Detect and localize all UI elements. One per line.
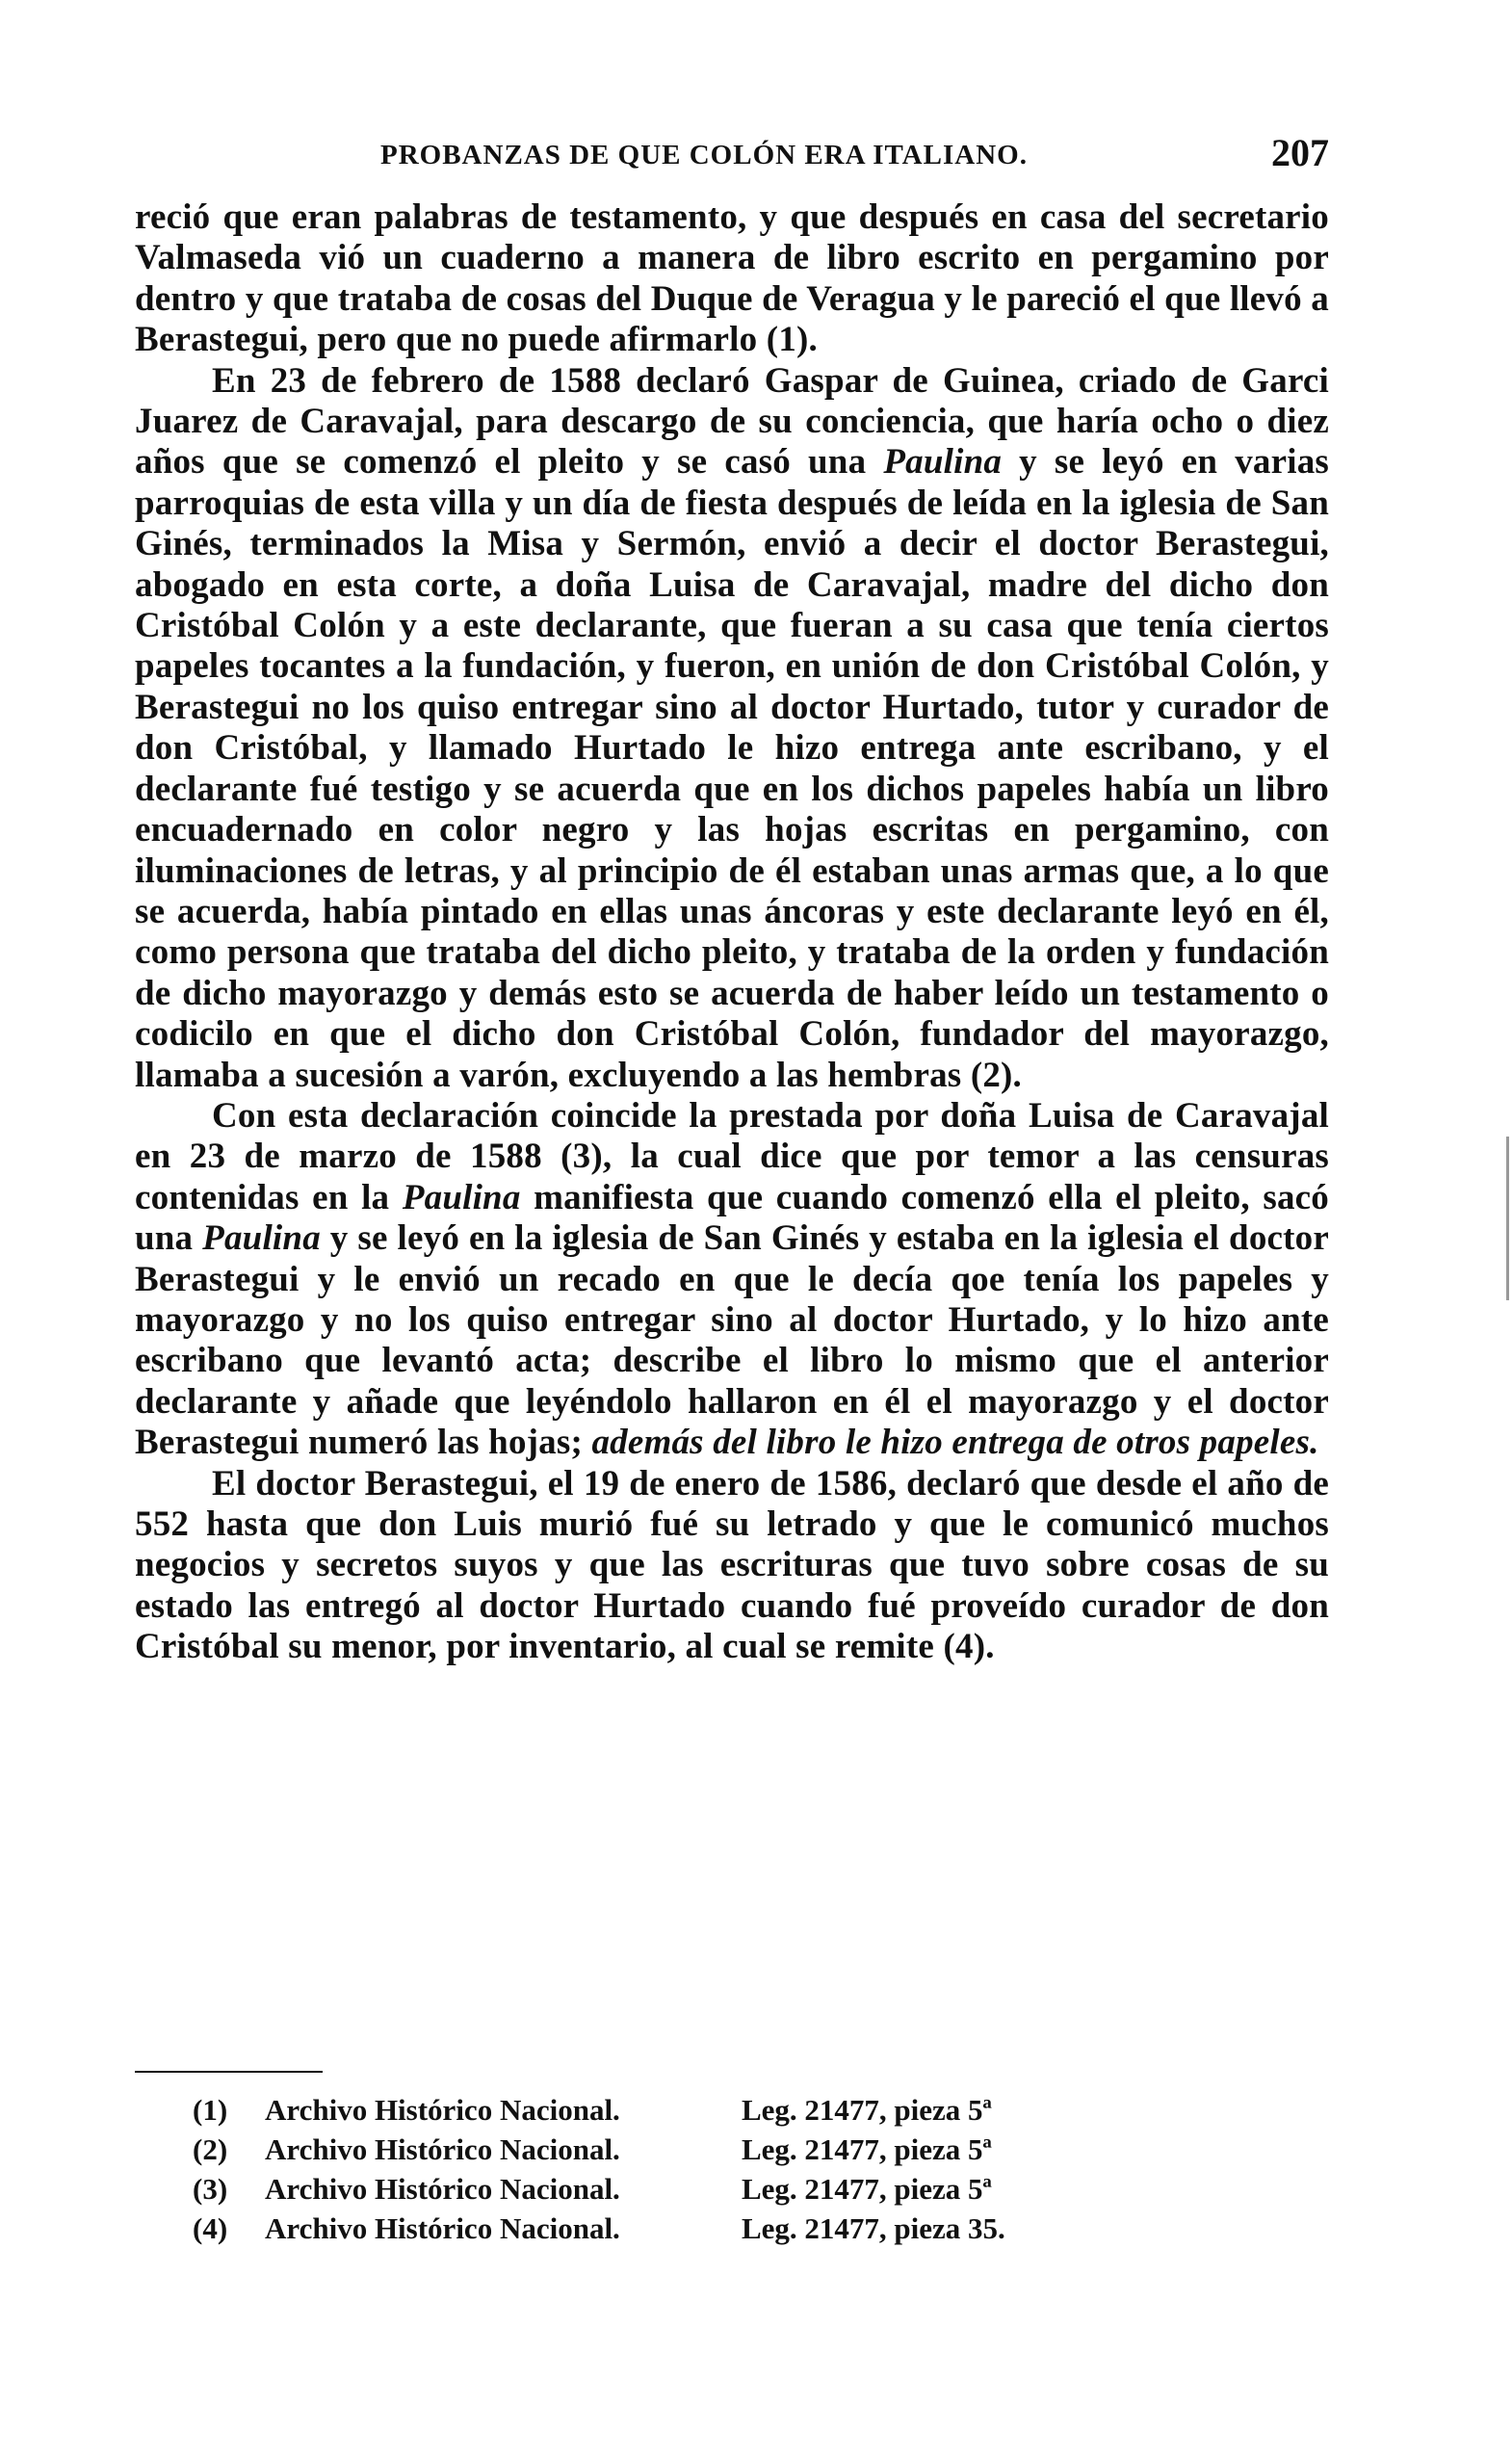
footnote-reference: Leg. 21477, pieza 5ª [742, 2093, 992, 2127]
running-title: PROBANZAS DE QUE COLÓN ERA ITALIANO. [380, 140, 1028, 170]
paragraph-2-italic: Paulina [883, 442, 1003, 483]
body-text [135, 197, 1329, 1668]
footnote [193, 2130, 1156, 2169]
footnote [193, 2169, 1156, 2209]
paragraph-3-italic-3: además del libro le hizo entrega de otros papeles. [591, 1423, 1319, 1463]
footnote [193, 2209, 1156, 2248]
footnotes [193, 2090, 1156, 2248]
footnote-source: Archivo Histórico Nacional. [265, 2172, 620, 2206]
paragraph-1 [135, 197, 1329, 361]
footnote-number: (2) [193, 2132, 228, 2166]
paragraph-4-text: El doctor Berastegui, el 19 de enero de 1586, declaró que desde el año de 552 hasta que don Luis murió fué su letrado y que le comunicó muchos negocios y secretos suyos y que las escrituras que tuvo sobre cosas de su estado las entregó al doctor Hurtado cuando fué proveído curador de don Cristóbal su menor, por inventario, al cual se remite (4). [135, 1463, 1329, 1667]
paragraph-3-italic-1: Paulina [402, 1177, 521, 1217]
paragraph-3-text-b: manifiesta que cuando comenzó ella el pleito, sacó una [135, 1177, 1329, 1259]
footnote-source: Archivo Histórico Nacional. [265, 2132, 620, 2166]
footnote-reference: Leg. 21477, pieza 35. [742, 2211, 1005, 2245]
footnote-reference: Leg. 21477, pieza 5ª [742, 2172, 992, 2206]
paragraph-3 [135, 1096, 1329, 1464]
paragraph-1-text: reció que eran palabras de testamento, y que después en casa del secretario Valmaseda vió un cuaderno a manera de libro escrito en pergamino por dentro y que trataba de cosas del Duque de Veragua y le pareció el que llevó a Berastegui, pero que no puede afirmarlo (1). [135, 197, 1329, 360]
footnote-number: (1) [193, 2093, 228, 2127]
paragraph-2-text-b: y se leyó en varias parroquias de esta villa y un día de fiesta después de leída en la iglesia de San Ginés, terminados la Misa y Sermón, envió a decir el doctor Berastegui, abogado en esta corte, a doña Luisa de Caravajal, madre del dicho don Cristóbal Colón y a este declarante, que fueran a su casa que tenía ciertos papeles tocantes a la fundación, y fueron, en unión de don Cristóbal Colón, y Berastegui no los quiso entregar sino al doctor Hurtado, tutor y curador de don Cristóbal, y llamado Hurtado le hizo entrega ante escribano, y el declarante fué testigo y se acuerda que en los dichos papeles había un libro encuadernado en color negro y las hojas escritas en pergamino, con iluminaciones de letras, y al principio de él estaban unas armas que, a lo que se acuerda, había pintado en ellas unas áncoras y este declarante leyó en él, como persona que trataba del dicho pleito, y trataba de la orden y fundación de dicho mayorazgo y demás esto se acuerda de haber leído un testamento o codicilo en que el dicho don Cristóbal Colón, fundador del mayorazgo, llamaba a sucesión a varón, excluyendo a las hembras (2). [135, 442, 1329, 1095]
footnote-number: (3) [193, 2172, 228, 2206]
footnote-source: Archivo Histórico Nacional. [265, 2211, 620, 2245]
footnote-number: (4) [193, 2211, 228, 2245]
scan-edge-mark [1506, 1137, 1509, 1300]
paragraph-3-text-c: y se leyó en la iglesia de San Ginés y estaba en la iglesia el doctor Berastegui y le envió un recado en que le decía qoe tenía los papeles y mayorazgo y no los quiso entregar sino al doctor Hurtado, y lo hizo ante escribano que levantó acta; describe el libro lo mismo que el anterior declarante y añade que leyéndolo hallaron en él el mayorazgo y el doctor Berastegui numeró las hojas; [135, 1218, 1329, 1463]
footnote-reference: Leg. 21477, pieza 5ª [742, 2132, 992, 2166]
footnote [193, 2090, 1156, 2130]
page-number: 207 [1271, 131, 1329, 174]
page-header [135, 130, 1329, 188]
paragraph-4 [135, 1464, 1329, 1668]
paragraph-3-italic-2: Paulina [202, 1218, 321, 1259]
footnote-source: Archivo Histórico Nacional. [265, 2093, 620, 2127]
paragraph-3-text-a: Con esta declaración coincide la prestada por doña Luisa de Caravajal en 23 de marzo de 1588 (3), la cual dice que por temor a las censuras contenidas en la [135, 1095, 1329, 1217]
paragraph-2-text-a: En 23 de febrero de 1588 declaró Gaspar de Guinea, criado de Garci Juarez de Caravajal, para descargo de su conciencia, que haría ocho o diez años que se comenzó el pleito y se casó una [135, 360, 1329, 483]
paragraph-2 [135, 361, 1329, 1096]
footnote-divider [135, 2071, 323, 2073]
